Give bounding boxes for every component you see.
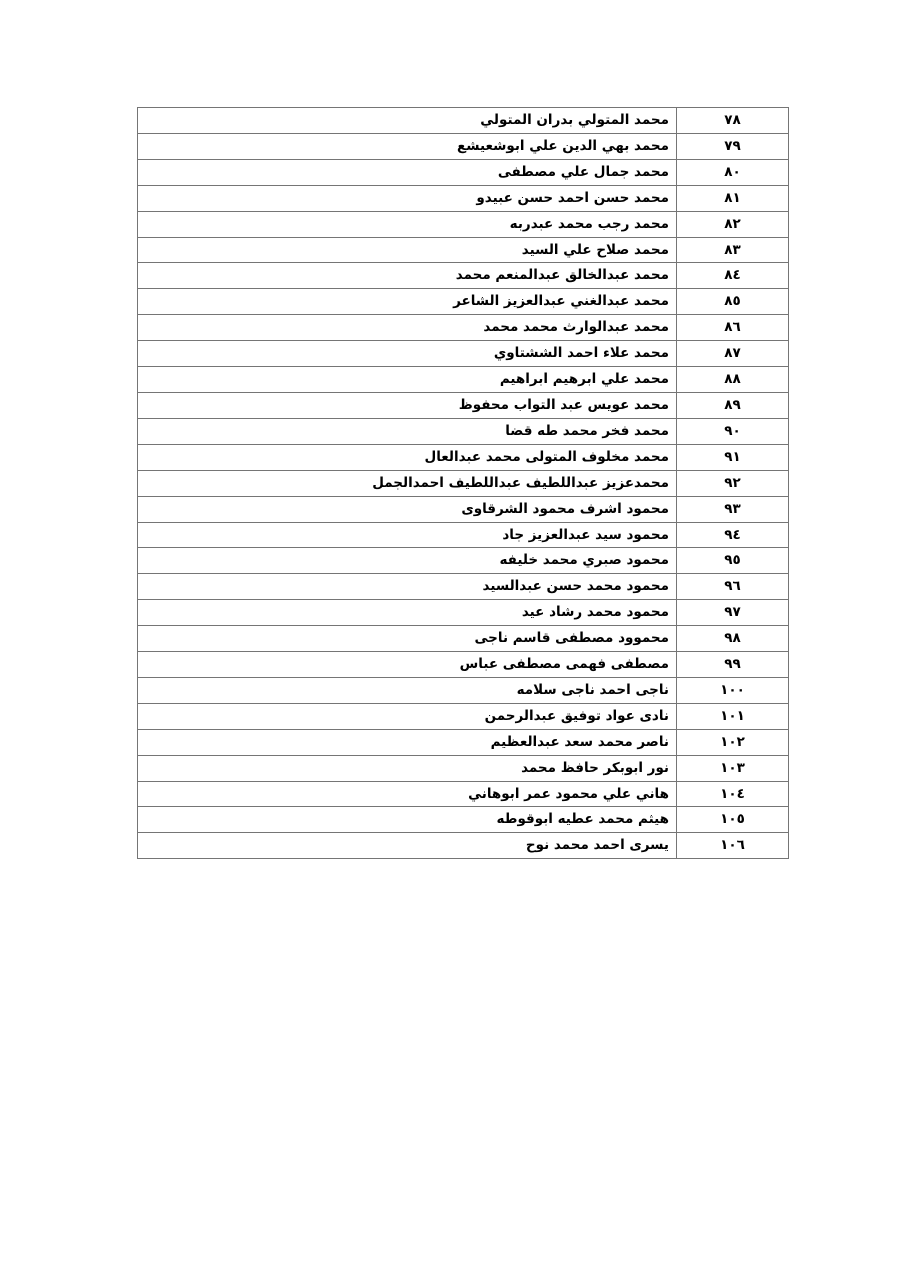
row-name: محمود سيد عبدالعزيز جاد — [138, 522, 677, 548]
table-row — [138, 315, 789, 341]
table-row — [138, 237, 789, 263]
row-name: محمد رجب محمد عبدربه — [138, 211, 677, 237]
row-number: ١٠٠ — [677, 677, 789, 703]
table-row — [138, 367, 789, 393]
table-row — [138, 574, 789, 600]
row-name: يسرى احمد محمد نوح — [138, 833, 677, 859]
table-row — [138, 159, 789, 185]
row-number: ١٠٦ — [677, 833, 789, 859]
table-row — [138, 108, 789, 134]
row-number: ٩٤ — [677, 522, 789, 548]
table-row — [138, 626, 789, 652]
row-number: ٨٦ — [677, 315, 789, 341]
row-name: محمد علاء احمد الششتاوي — [138, 341, 677, 367]
row-number: ٨٨ — [677, 367, 789, 393]
row-number: ١٠٢ — [677, 729, 789, 755]
row-name: هاني علي محمود عمر ابوهاني — [138, 781, 677, 807]
row-number: ٩٢ — [677, 470, 789, 496]
row-name: ناصر محمد سعد عبدالعظيم — [138, 729, 677, 755]
row-name: محمد حسن احمد حسن عبيدو — [138, 185, 677, 211]
table-row — [138, 263, 789, 289]
row-name: محمد عبدالوارث محمد محمد — [138, 315, 677, 341]
row-name: محمد مخلوف المتولى محمد عبدالعال — [138, 444, 677, 470]
row-name: محمد المتولي بدران المتولي — [138, 108, 677, 134]
table-row — [138, 755, 789, 781]
table-row — [138, 470, 789, 496]
table-row — [138, 522, 789, 548]
row-number: ٩٥ — [677, 548, 789, 574]
row-number: ٩٣ — [677, 496, 789, 522]
table-row — [138, 444, 789, 470]
row-name: هيثم محمد عطيه ابوقوطه — [138, 807, 677, 833]
row-name: محمد عبدالغني عبدالعزيز الشاعر — [138, 289, 677, 315]
table-row — [138, 185, 789, 211]
row-name: محمد علي ابرهيم ابراهيم — [138, 367, 677, 393]
row-number: ٩٠ — [677, 418, 789, 444]
row-name: نور ابوبكر حافظ محمد — [138, 755, 677, 781]
roster-table-body — [138, 108, 789, 859]
table-row — [138, 211, 789, 237]
table-row — [138, 652, 789, 678]
table-row — [138, 289, 789, 315]
row-number: ٩٧ — [677, 600, 789, 626]
row-name: محمد صلاح علي السيد — [138, 237, 677, 263]
row-number: ١٠٤ — [677, 781, 789, 807]
row-name: محمد عويس عبد التواب محفوظ — [138, 392, 677, 418]
table-row — [138, 833, 789, 859]
row-number: ٩٦ — [677, 574, 789, 600]
row-name: محمد جمال علي مصطفى — [138, 159, 677, 185]
row-name: محمود صبري محمد خليفه — [138, 548, 677, 574]
row-name: محمدعزيز عبداللطيف عبداللطيف احمدالجمل — [138, 470, 677, 496]
table-row — [138, 392, 789, 418]
table-row — [138, 496, 789, 522]
table-row — [138, 600, 789, 626]
table-row — [138, 133, 789, 159]
row-number: ٨٩ — [677, 392, 789, 418]
table-row — [138, 781, 789, 807]
row-name: محمد عبدالخالق عبدالمنعم محمد — [138, 263, 677, 289]
row-number: ٩٨ — [677, 626, 789, 652]
table-row — [138, 729, 789, 755]
roster-table — [137, 107, 789, 859]
row-name: ناجى احمد ناجى سلامه — [138, 677, 677, 703]
table-row — [138, 677, 789, 703]
row-name: محمود اشرف محمود الشرقاوى — [138, 496, 677, 522]
row-name: محمود محمد حسن عبدالسيد — [138, 574, 677, 600]
row-number: ٨٠ — [677, 159, 789, 185]
row-number: ٧٩ — [677, 133, 789, 159]
row-number: ٩٩ — [677, 652, 789, 678]
row-name: محمود محمد رشاد عيد — [138, 600, 677, 626]
row-name: مصطفى فهمى مصطفى عباس — [138, 652, 677, 678]
row-number: ١٠٥ — [677, 807, 789, 833]
row-name: نادى عواد توفيق عبدالرحمن — [138, 703, 677, 729]
row-number: ٧٨ — [677, 108, 789, 134]
row-number: ٩١ — [677, 444, 789, 470]
table-row — [138, 807, 789, 833]
row-number: ٨٥ — [677, 289, 789, 315]
row-number: ٨٢ — [677, 211, 789, 237]
row-name: محمد بهي الدين علي ابوشعيشع — [138, 133, 677, 159]
row-number: ٨١ — [677, 185, 789, 211]
table-row — [138, 418, 789, 444]
row-number: ٨٤ — [677, 263, 789, 289]
table-row — [138, 341, 789, 367]
table-row — [138, 548, 789, 574]
row-number: ١٠٣ — [677, 755, 789, 781]
row-number: ١٠١ — [677, 703, 789, 729]
row-number: ٨٣ — [677, 237, 789, 263]
row-name: محمد فخر محمد طه قضا — [138, 418, 677, 444]
row-number: ٨٧ — [677, 341, 789, 367]
row-name: محموود مصطفى قاسم ناجى — [138, 626, 677, 652]
table-row — [138, 703, 789, 729]
